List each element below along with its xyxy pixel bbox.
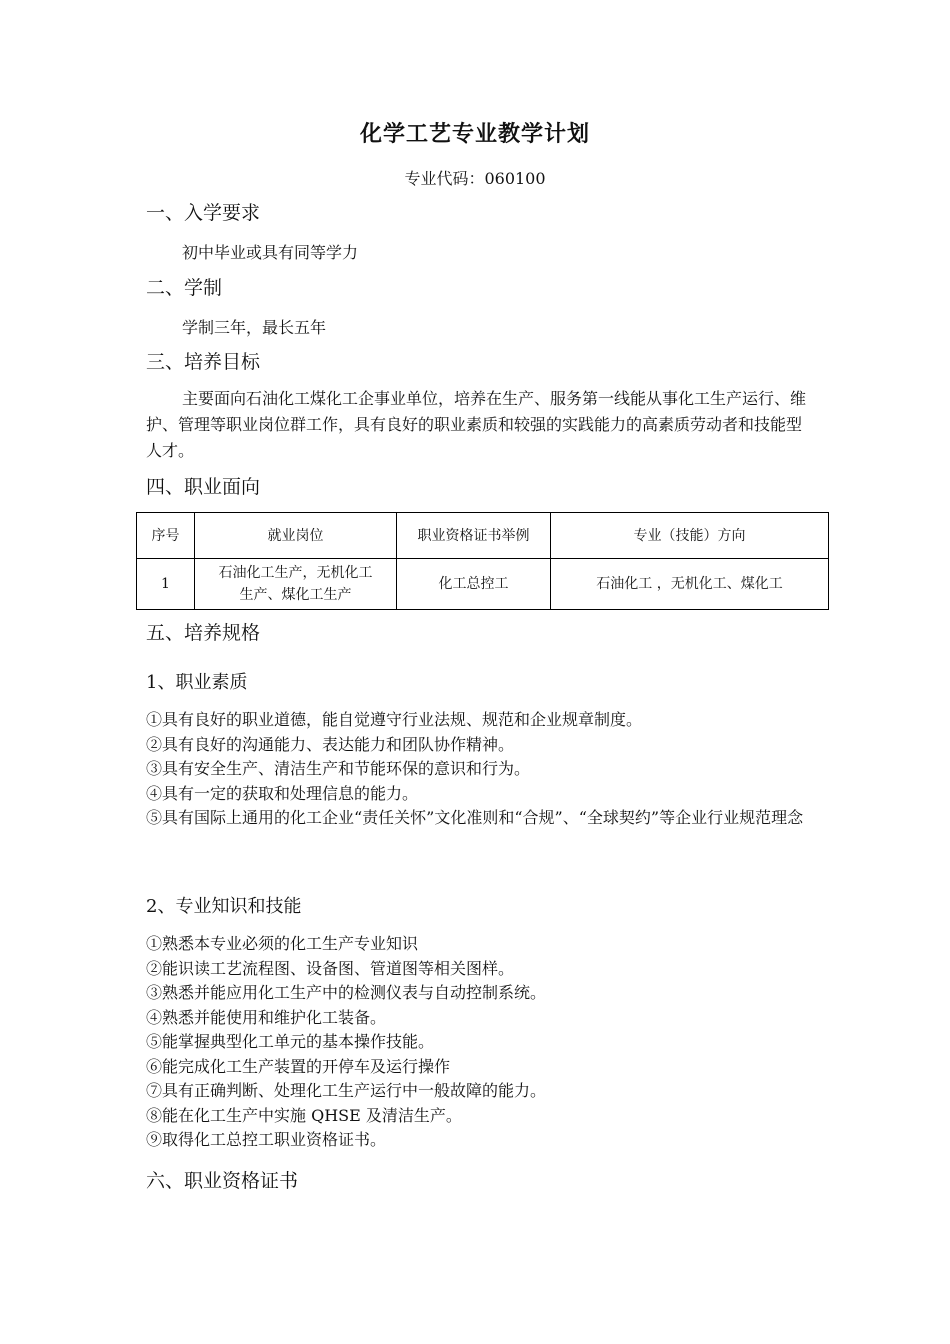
section-heading-admission: 一、入学要求: [146, 202, 261, 224]
skills-list: [146, 932, 811, 1153]
quality-list: [146, 708, 811, 831]
table-cell-no: 1: [137, 559, 195, 610]
admission-text: 初中毕业或具有同等学力: [182, 243, 359, 262]
objective-text: 主要面向石油化工煤化工企事业单位，培养在生产、服务第一线能从事化工生产运行、维护、管理等职业岗位群工作，具有良好的职业素质和较强的实践能力的高素质劳动者和技能型人才。: [146, 389, 807, 460]
table-header-cell: 就业岗位: [195, 513, 397, 559]
table-header-row: [137, 513, 829, 559]
list-item: ②具有良好的沟通能力、表达能力和团队协作精神。: [146, 734, 515, 754]
section-heading-spec: 五、培养规格: [146, 622, 261, 644]
section-heading-objective: 三、培养目标: [146, 351, 261, 373]
list-item: ④具有一定的获取和处理信息的能力。: [146, 783, 419, 803]
list-item: ③熟悉并能应用化工生产中的检测仪表与自动控制系统。: [146, 983, 547, 1002]
section-heading-duration: 二、学制: [146, 277, 223, 299]
list-item: ③具有安全生产、清洁生产和节能环保的意识和行为。: [146, 759, 531, 778]
table-row: [137, 559, 829, 610]
list-item: ⑥能完成化工生产装置的开停车及运行操作: [146, 1056, 451, 1076]
list-item: ⑤具有国际上通用的化工企业“责任关怀”文化准则和“合规”、“全球契约”等企业行业规范理念: [146, 808, 804, 827]
section-heading-career: 四、职业面向: [146, 476, 261, 498]
list-item: ⑦具有正确判断、处理化工生产运行中一般故障的能力。: [146, 1081, 547, 1100]
list-item: ⑨取得化工总控工职业资格证书。: [146, 1130, 387, 1149]
table-cell-cert: 化工总控工: [397, 559, 551, 610]
major-code: 专业代码：060100: [404, 169, 546, 188]
list-item: ①具有良好的职业道德，能自觉遵守行业法规、规范和企业规章制度。: [146, 710, 643, 729]
table-header-cell: 专业（技能）方向: [551, 513, 829, 559]
table-cell-direction: 石油化工 ，无机化工、煤化工: [551, 559, 829, 610]
list-item: ④熟悉并能使用和维护化工装备。: [146, 1007, 387, 1027]
table-header-cell: 序号: [137, 513, 195, 559]
list-item: ②能识读工艺流程图、设备图、管道图等相关图样。: [146, 958, 515, 978]
list-item: ⑤能掌握典型化工单元的基本操作技能。: [146, 1032, 435, 1051]
list-item: ①熟悉本专业必须的化工生产专业知识: [146, 934, 419, 953]
career-table: [136, 512, 829, 610]
table-cell-post-line: 生产、煤化工生产: [239, 587, 352, 603]
list-item: ⑧能在化工生产中实施 QHSE 及清洁生产。: [146, 1105, 462, 1125]
subsection-heading-quality: 1、职业素质: [146, 672, 248, 693]
table-cell-post-line: 石油化工生产，无机化工: [218, 565, 373, 581]
table-header-cell: 职业资格证书举例: [397, 513, 551, 559]
document-title: 化学工艺专业教学计划: [359, 121, 590, 147]
duration-text: 学制三年，最长五年: [182, 318, 327, 337]
section-heading-certificate: 六、职业资格证书: [146, 1170, 299, 1192]
table-cell-post: [195, 559, 397, 610]
subsection-heading-skills: 2、专业知识和技能: [146, 896, 302, 917]
